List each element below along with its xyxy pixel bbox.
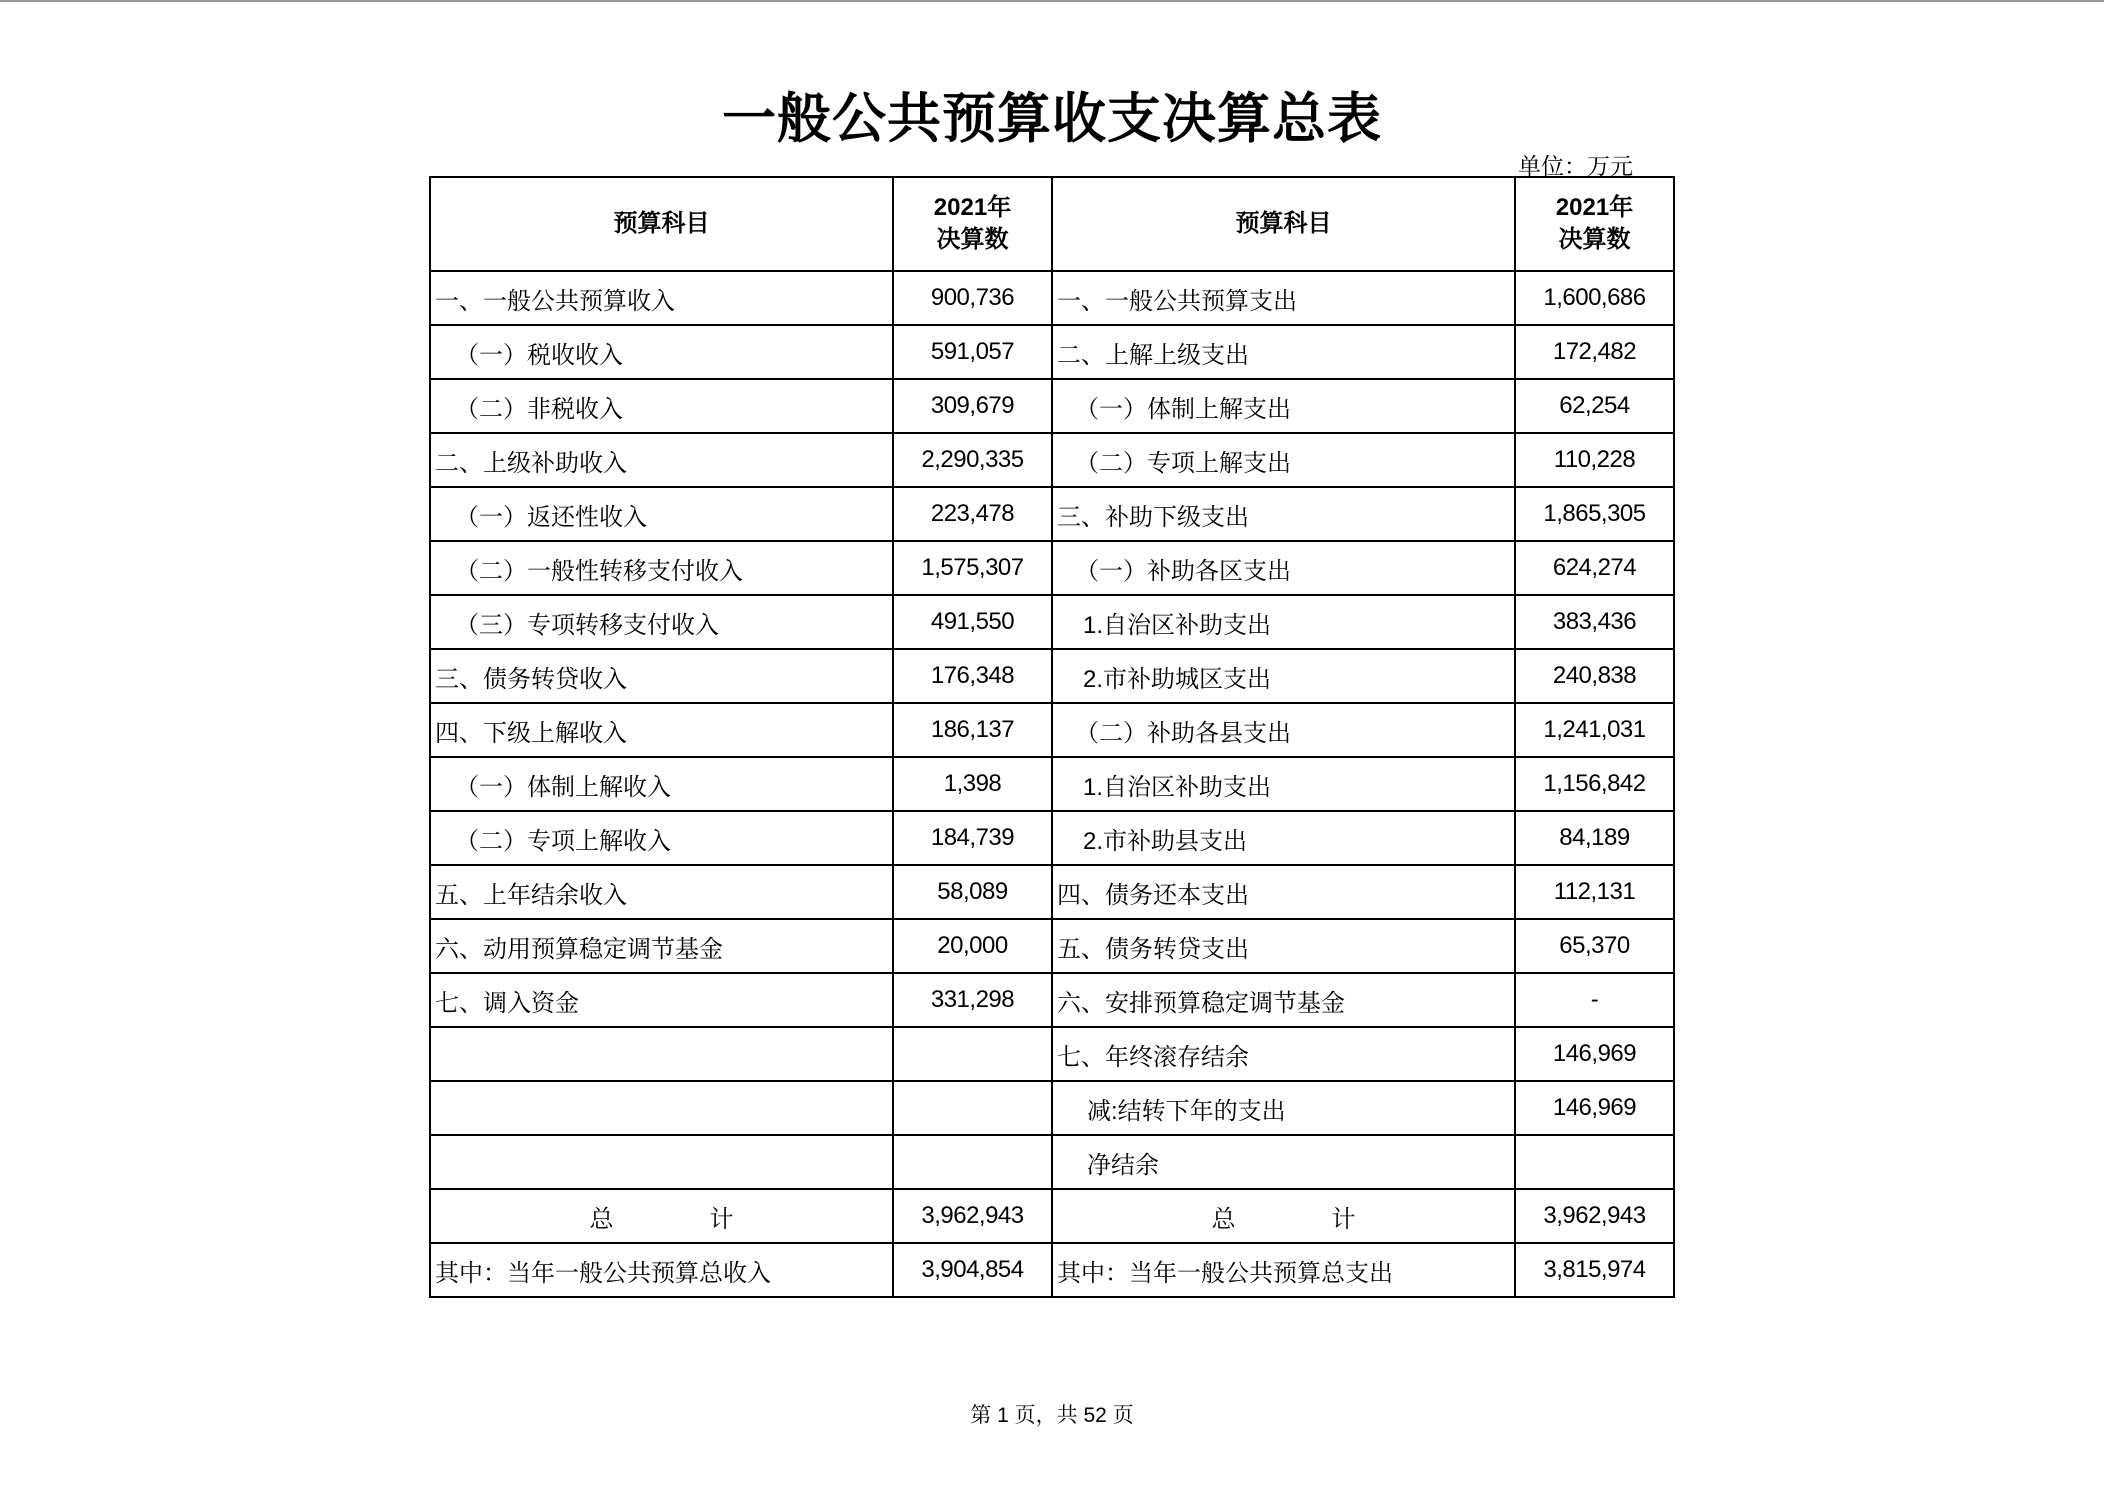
revenue-value: 1,398 — [893, 757, 1052, 811]
expenditure-item: 2.市补助城区支出 — [1052, 649, 1515, 703]
expenditure-item: 六、安排预算稳定调节基金 — [1052, 973, 1515, 1027]
expenditure-value: 1,865,305 — [1515, 487, 1674, 541]
expenditure-item: 减:结转下年的支出 — [1052, 1081, 1515, 1135]
expenditure-item: 四、债务还本支出 — [1052, 865, 1515, 919]
revenue-value — [893, 1081, 1052, 1135]
expenditure-value: 62,254 — [1515, 379, 1674, 433]
total-char: 计 — [709, 1205, 734, 1233]
revenue-value: 176,348 — [893, 649, 1052, 703]
revenue-item: 七、调入资金 — [430, 973, 893, 1027]
table-row — [430, 271, 1674, 325]
expenditure-total-label — [1052, 1189, 1515, 1243]
header-right-item: 预算科目 — [1052, 177, 1515, 271]
table-row — [430, 541, 1674, 595]
unit-label: 单位：万元 — [1518, 153, 1633, 179]
total-row — [430, 1189, 1674, 1243]
table-row — [430, 757, 1674, 811]
expenditure-total-value: 3,962,943 — [1515, 1189, 1674, 1243]
revenue-item: 六、动用预算稳定调节基金 — [430, 919, 893, 973]
expenditure-value: 1,600,686 — [1515, 271, 1674, 325]
revenue-value: 223,478 — [893, 487, 1052, 541]
table-row — [430, 1027, 1674, 1081]
table-row — [430, 811, 1674, 865]
expenditure-value: 240,838 — [1515, 649, 1674, 703]
table-row — [430, 379, 1674, 433]
revenue-item: （一）税收收入 — [430, 325, 893, 379]
revenue-value: 184,739 — [893, 811, 1052, 865]
total-char: 计 — [1331, 1205, 1356, 1233]
header-left-year: 2021年 — [933, 194, 1012, 221]
revenue-value — [893, 1135, 1052, 1189]
top-border-line — [0, 0, 2104, 2]
expenditure-of-which-value: 3,815,974 — [1515, 1243, 1674, 1297]
revenue-value: 309,679 — [893, 379, 1052, 433]
expenditure-value: 65,370 — [1515, 919, 1674, 973]
revenue-value: 2,290,335 — [893, 433, 1052, 487]
expenditure-value: 112,131 — [1515, 865, 1674, 919]
expenditure-item: 一、一般公共预算支出 — [1052, 271, 1515, 325]
revenue-of-which-value: 3,904,854 — [893, 1243, 1052, 1297]
revenue-of-which-label: 其中：当年一般公共预算总收入 — [430, 1243, 893, 1297]
revenue-item — [430, 1135, 893, 1189]
of-which-row — [430, 1243, 1674, 1297]
expenditure-value: 1,241,031 — [1515, 703, 1674, 757]
table-row — [430, 865, 1674, 919]
expenditure-of-which-label: 其中：当年一般公共预算总支出 — [1052, 1243, 1515, 1297]
header-left-value — [893, 177, 1052, 271]
expenditure-value: 624,274 — [1515, 541, 1674, 595]
revenue-value: 900,736 — [893, 271, 1052, 325]
header-right-final: 决算数 — [1558, 226, 1631, 253]
revenue-value: 591,057 — [893, 325, 1052, 379]
header-left-item: 预算科目 — [430, 177, 893, 271]
revenue-value: 491,550 — [893, 595, 1052, 649]
expenditure-item: （二）专项上解支出 — [1052, 433, 1515, 487]
table-row — [430, 433, 1674, 487]
table-header-row — [430, 177, 1674, 271]
revenue-value: 186,137 — [893, 703, 1052, 757]
revenue-item: （三）专项转移支付收入 — [430, 595, 893, 649]
expenditure-value: 110,228 — [1515, 433, 1674, 487]
expenditure-item: 二、上解上级支出 — [1052, 325, 1515, 379]
total-char: 总 — [1211, 1205, 1236, 1233]
page-title: 一般公共预算收支决算总表 — [722, 89, 1382, 149]
table-row — [430, 1081, 1674, 1135]
table-row — [430, 649, 1674, 703]
revenue-value: 331,298 — [893, 973, 1052, 1027]
table-row — [430, 1135, 1674, 1189]
revenue-item — [430, 1027, 893, 1081]
expenditure-value — [1515, 1135, 1674, 1189]
table-row — [430, 703, 1674, 757]
header-left-final: 决算数 — [936, 226, 1009, 253]
expenditure-item: （一）体制上解支出 — [1052, 379, 1515, 433]
expenditure-item: 1.自治区补助支出 — [1052, 595, 1515, 649]
revenue-value: 20,000 — [893, 919, 1052, 973]
revenue-total-label — [430, 1189, 893, 1243]
expenditure-value: - — [1515, 973, 1674, 1027]
revenue-item: 二、上级补助收入 — [430, 433, 893, 487]
table-row — [430, 595, 1674, 649]
expenditure-item: 五、债务转贷支出 — [1052, 919, 1515, 973]
revenue-item: （二）专项上解收入 — [430, 811, 893, 865]
expenditure-value: 84,189 — [1515, 811, 1674, 865]
total-char: 总 — [589, 1205, 614, 1233]
revenue-total-value: 3,962,943 — [893, 1189, 1052, 1243]
expenditure-item: （二）补助各县支出 — [1052, 703, 1515, 757]
expenditure-value: 172,482 — [1515, 325, 1674, 379]
revenue-item: （一）体制上解收入 — [430, 757, 893, 811]
table-row — [430, 325, 1674, 379]
expenditure-item: 三、补助下级支出 — [1052, 487, 1515, 541]
expenditure-item: 净结余 — [1052, 1135, 1515, 1189]
revenue-item: 五、上年结余收入 — [430, 865, 893, 919]
revenue-item: （一）返还性收入 — [430, 487, 893, 541]
revenue-item — [430, 1081, 893, 1135]
table-row — [430, 487, 1674, 541]
expenditure-item: 2.市补助县支出 — [1052, 811, 1515, 865]
revenue-item: 四、下级上解收入 — [430, 703, 893, 757]
expenditure-value: 146,969 — [1515, 1081, 1674, 1135]
page-number: 第 1 页，共 52 页 — [970, 1404, 1134, 1427]
revenue-value: 58,089 — [893, 865, 1052, 919]
header-right-year: 2021年 — [1555, 194, 1634, 221]
revenue-value — [893, 1027, 1052, 1081]
revenue-item: 三、债务转贷收入 — [430, 649, 893, 703]
revenue-value: 1,575,307 — [893, 541, 1052, 595]
header-right-value — [1515, 177, 1674, 271]
budget-summary-table — [429, 176, 1675, 1298]
expenditure-value: 146,969 — [1515, 1027, 1674, 1081]
expenditure-item: 1.自治区补助支出 — [1052, 757, 1515, 811]
revenue-item: 一、一般公共预算收入 — [430, 271, 893, 325]
expenditure-item: （一）补助各区支出 — [1052, 541, 1515, 595]
table-row — [430, 973, 1674, 1027]
revenue-item: （二）一般性转移支付收入 — [430, 541, 893, 595]
table-row — [430, 919, 1674, 973]
expenditure-item: 七、年终滚存结余 — [1052, 1027, 1515, 1081]
revenue-item: （二）非税收入 — [430, 379, 893, 433]
expenditure-value: 1,156,842 — [1515, 757, 1674, 811]
expenditure-value: 383,436 — [1515, 595, 1674, 649]
